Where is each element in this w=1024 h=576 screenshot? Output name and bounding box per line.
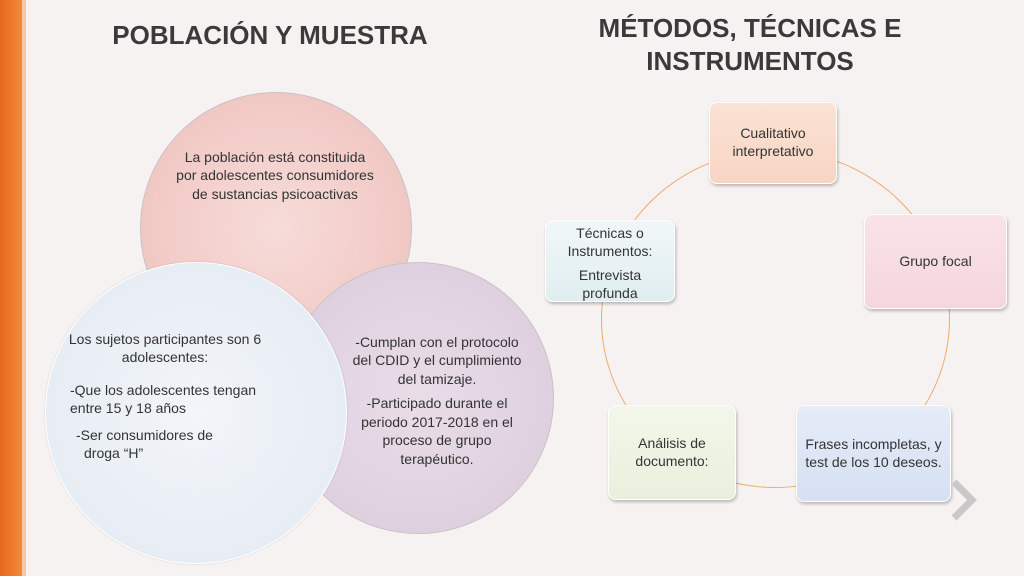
poblacion-text: La población está constituida por adolescentes consumidores de sustancias psicoactivas	[176, 149, 374, 202]
chevron-right-icon[interactable]	[946, 478, 980, 522]
muestra-main: Los sujetos participantes son 6 adolescentes:	[68, 331, 262, 366]
cycle-node-grupo-focal: Grupo focal	[864, 214, 1007, 309]
muestra-consumo: -Ser consumidores de	[76, 426, 213, 443]
tecnicas-sub: Entrevista profunda	[578, 266, 642, 301]
muestra-edad: -Que los adolescentes tengan entre 15 y 18 años	[70, 381, 257, 417]
criterio-protocolo: -Cumplan con el protocolo del CDID y el cumplimiento del tamizaje.	[352, 334, 522, 387]
criterio-periodo: -Participado durante el periodo 2017-2018 en el proceso de grupo terapéutico.	[361, 395, 513, 467]
title-metodos: MÉTODOS, TÉCNICAS E INSTRUMENTOS	[598, 13, 902, 76]
title-poblacion: POBLACIÓN Y MUESTRA	[112, 20, 428, 50]
tecnicas-title: Técnicas o Instrumentos:	[567, 225, 653, 259]
left-accent-bar	[0, 0, 22, 576]
criterios-text	[346, 333, 528, 474]
muestra-text	[60, 330, 270, 463]
cycle-node-frases: Frases incompletas, y test de los 10 deseos.	[796, 405, 951, 502]
cycle-node-analisis: Análisis de documento:	[608, 405, 736, 500]
cycle-node-cualitativo: Cualitativo interpretativo	[709, 102, 837, 184]
cycle-node-tecnicas	[545, 220, 675, 302]
muestra-droga: droga “H”	[84, 445, 144, 462]
left-accent-edge	[22, 0, 26, 576]
